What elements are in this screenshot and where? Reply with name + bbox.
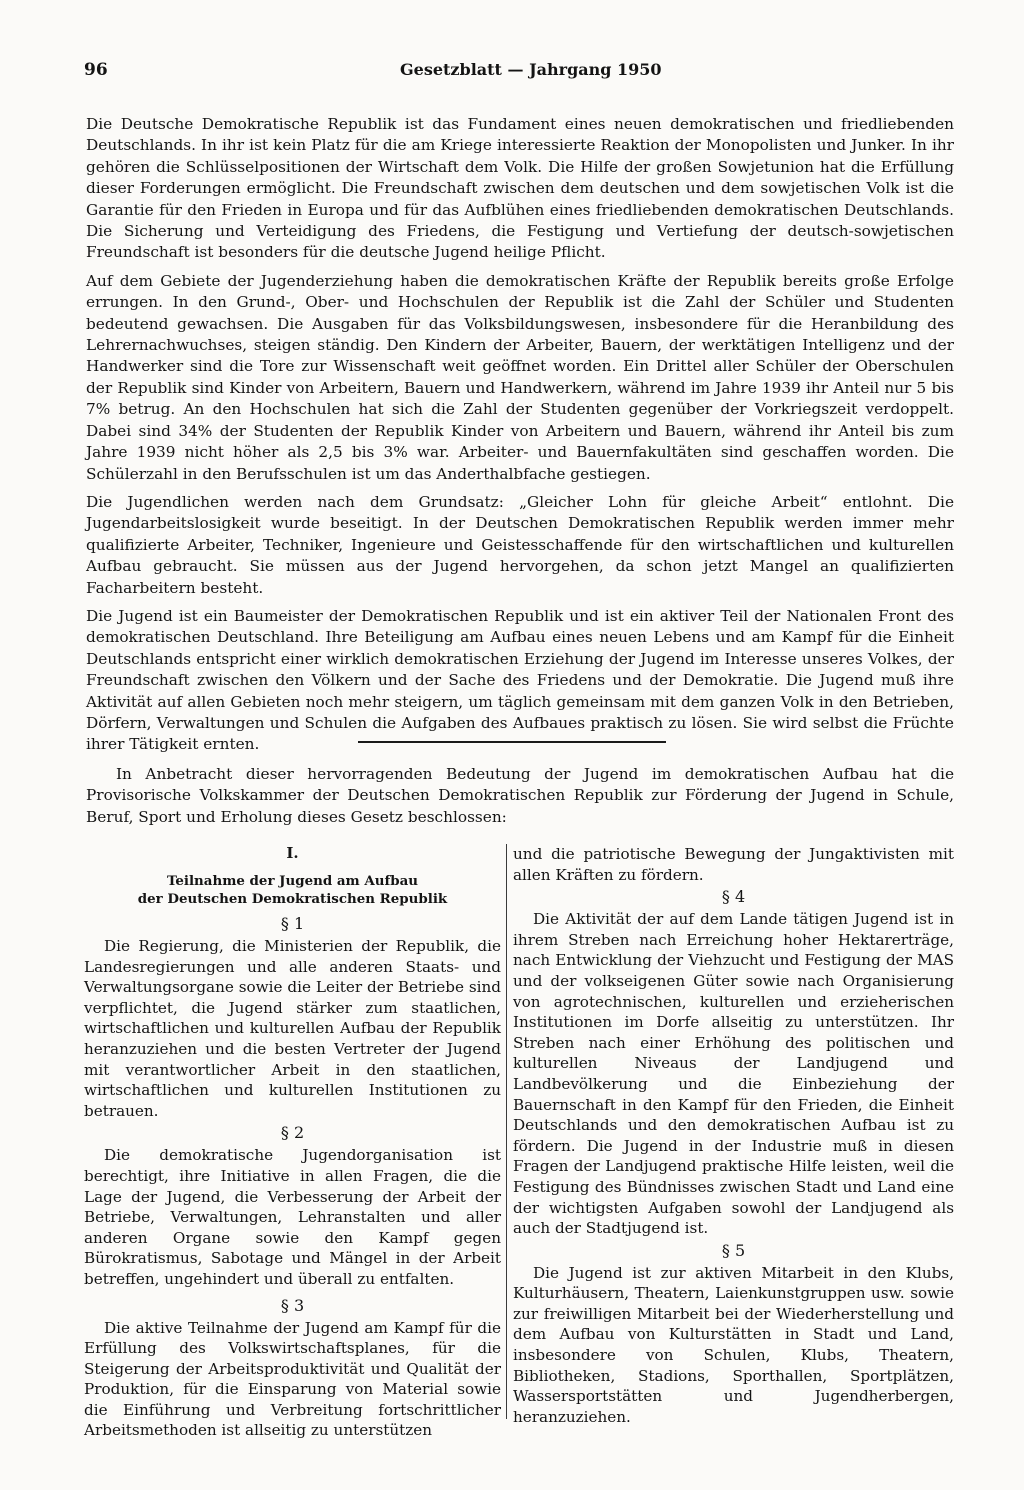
part-title-line: der Deutschen Demokratischen Republik — [137, 891, 448, 907]
intro-text — [86, 114, 954, 763]
intro-paragraph: Die Jugend ist ein Baumeister der Demokratischen Republik und ist ein aktiver Teil der Nationalen Front des demokratischen Deutschland. Ihre Beteiligung am Aufbau eines neuen Lebens und am Kampf für die Einheit Deutschlands entspricht einer wirklich demokratischen Erziehung der Jugend im Interesse unseres Volkes, der Freundschaft zwischen den Völkern und der Sache des Friedens und der Demokratie. Die Jugend muß ihre Aktivität auf allen Gebieten noch mehr steigern, um täglich gemeinsam mit dem ganzen Volk in den Betrieben, Dörfern, Verwaltungen und Schulen die Aufgaben des Aufbaues praktisch zu lösen. Sie wird selbst die Früchte ihrer Tätigkeit ernten. — [86, 606, 954, 754]
preamble-text: In Anbetracht dieser hervorragenden Bedeutung der Jugend im demokratischen Aufbau hat die Provisorische Volkskammer der Deutschen Demokratischen Republik zur Förderung der Jugend in Schule, Beruf, Sport und Erholung dieses Gesetz beschlossen: — [86, 765, 954, 826]
intro-paragraph: Die Deutsche Demokratische Republik ist das Fundament eines neuen demokratischen und friedliebenden Deutschlands. In ihr ist kein Platz für die am Kriege interessierte Reaktion der Monopolisten und Junker. In ihr gehören die Schlüsselpositionen der Wirtschaft dem Volk. Die Hilfe der großen Sowjetunion hat die Erfüllung dieser Forderungen ermöglicht. Die Freundschaft zwischen dem deutschen und dem sowjetischen Volk ist die Garantie für den Frieden in Europa und für das Aufblühen eines friedliebenden demokratischen Deutschlands. Die Sicherung und Verteidigung des Friedens, die Festigung und Vertiefung der deutsch-sowjetischen Freundschaft ist besonders für die deutsche Jugend heilige Pflicht. — [86, 115, 954, 262]
part-title — [84, 872, 501, 908]
page-number: 96 — [84, 60, 108, 80]
section-text: Die aktive Teilnahme der Jugend am Kampf für die Erfüllung des Volkswirtschaftsplanes, für die Steigerung der Arbeitsproduktivität und Qualität der Produktion, für die Einsparung von Material sowie die Einführung und Verbreitung fortschrittlicher Arbeitsmethoden ist allseitig zu unterstützen — [84, 1318, 501, 1440]
running-title: Gesetzblatt — Jahrgang 1950 — [400, 60, 662, 79]
left-column — [84, 844, 501, 1441]
section-heading: § 4 — [721, 887, 746, 907]
intro-paragraph: Auf dem Gebiete der Jugenderziehung haben die demokratischen Kräfte der Republik bereits große Erfolge errungen. In den Grund-, Ober- und Hochschulen der Republik ist die Zahl der Schüler und Studenten bedeutend gewachsen. Die Ausgaben für das Volksbildungswesen, insbesondere für die Heranbildung des Lehrernachwuchses, steigen ständig. Den Kindern der Arbeiter, Bauern, der werktätigen Intelligenz und der Handwerker sind die Tore zur Wissenschaft weit geöffnet worden. Ein Drittel aller Schüler der Oberschulen der Republik sind Kinder von Arbeitern, Bauern und Handwerkern, während im Jahre 1939 ihr Anteil nur 5 bis 7% betrug. An den Hochschulen hat sich die Zahl der Studenten gegenüber der Vorkriegszeit verdoppelt. Dabei sind 34% der Studenten der Republik Kinder von Arbeitern und Bauern, während ihr Anteil bis zum Jahre 1939 nicht höher als 2,5 bis 3% war. Arbeiter- und Bauernfakultäten sind geschaffen worden. Die Schülerzahl in den Berufsschulen ist um das Anderthalbfache gestiegen. — [86, 271, 954, 483]
section-heading: § 5 — [721, 1240, 746, 1260]
section-text: Die Regierung, die Ministerien der Republik, die Landesregierungen und alle anderen Staats- und Verwaltungsorgane sowie die Leiter der Betriebe sind verpflichtet, die Jugend stärker zum staatlichen, wirtschaftlichen und kulturellen Aufbau der Republik heranzuziehen und die besten Vertreter der Jugend mit verantwortlicher Arbeit in den staatlichen, wirtschaftlichen und kulturellen Institutionen zu betrauen. — [84, 937, 501, 1120]
preamble — [86, 764, 954, 828]
section-text: Die Aktivität der auf dem Lande tätigen Jugend ist in ihrem Streben nach Erreichung hoher Hektarerträge, nach Entwicklung der Viehzucht und Festigung der MAS und der volkseigenen Güter sowie nach Organisierung von agrotechnischen, kulturellen und erzieherischen Institutionen im Dorfe allseitig zu unterstützen. Ihr Streben nach einer Erhöhung des politischen und kulturellen Niveaus der Landjugend und Landbevölkerung und die Einbeziehung der Bauernschaft in den Kampf für den Frieden, die Einheit Deutschlands und den demokratischen Aufbau ist zu fördern. Die Jugend in der Industrie muß in diesen Fragen der Landjugend praktische Hilfe leisten, weil die Festigung des Bündnisses zwischen Stadt und Land eine der wichtigsten Aufgaben sowohl der Landjugend als auch der Stadtjugend ist. — [513, 910, 954, 1238]
section-text: Die demokratische Jugendorganisation ist berechtigt, ihre Initiative in allen Fragen, die die Lage der Jugend, die Verbesserung der Arbeit der Betriebe, Verwaltungen, Lehranstalten und aller anderen Organe sowie den Kampf gegen Bürokratismus, Sabotage und Mängel in der Arbeit betreffen, ungehindert und überall zu entfalten. — [84, 1146, 501, 1288]
section-heading: § 1 — [280, 914, 305, 933]
right-column — [513, 844, 954, 1427]
page-header — [84, 60, 954, 86]
part-title-line: Teilnahme der Jugend am Aufbau — [166, 873, 419, 889]
section-heading: § 3 — [280, 1295, 305, 1315]
column-divider — [506, 844, 507, 1419]
part-number: I. — [286, 844, 299, 862]
section-text-continued: und die patriotische Bewegung der Jungaktivisten mit allen Kräften zu fördern. — [513, 845, 954, 884]
section-text: Die Jugend ist zur aktiven Mitarbeit in den Klubs, Kulturhäusern, Theatern, Laienkunstgruppen usw. sowie zur freiwilligen Mitarbeit bei der Wiederherstellung und dem Aufbau von Kulturstätten in Stadt und Land, insbesondere von Schulen, Klubs, Theatern, Bibliotheken, Stadions, Sporthallen, Sportplätzen, Wassersportstätten und Jugendherbergen, heranzuziehen. — [513, 1263, 954, 1426]
section-divider — [358, 741, 666, 743]
intro-paragraph: Die Jugendlichen werden nach dem Grundsatz: „Gleicher Lohn für gleiche Arbeit“ entlohnt. Die Jugendarbeitslosigkeit wurde beseitigt. In der Deutschen Demokratischen Republik werden immer mehr qualifizierte Arbeiter, Techniker, Ingenieure und Geistesschaffende für den wirtschaftlichen und kulturellen Aufbau gebraucht. Sie müssen aus der Jugend hervorgehen, da schon jetzt Mangel an qualifizierten Facharbeitern besteht. — [86, 492, 954, 597]
section-heading: § 2 — [280, 1123, 305, 1143]
